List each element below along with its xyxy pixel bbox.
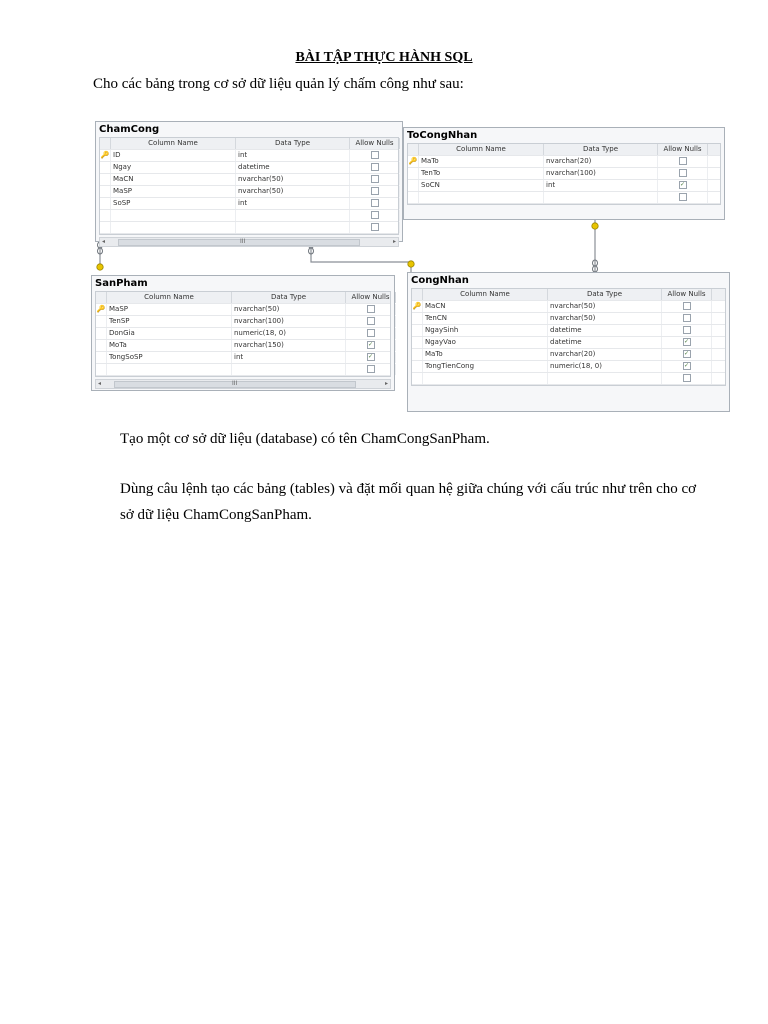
allow-nulls-checkbox[interactable]: ✓ <box>683 338 690 345</box>
empty-row[interactable] <box>100 222 398 234</box>
column-name-cell[interactable]: MaTo <box>423 349 548 360</box>
allow-nulls-checkbox[interactable]: ✓ <box>683 362 690 369</box>
scroll-thumb[interactable] <box>118 239 360 246</box>
data-type-cell[interactable]: nvarchar(150) <box>232 340 346 351</box>
column-name-cell[interactable]: MaCN <box>111 174 236 185</box>
allow-nulls-checkbox[interactable] <box>683 314 691 322</box>
row-selector <box>408 168 419 179</box>
data-type-cell[interactable]: numeric(18, 0) <box>232 328 346 339</box>
scroll-grip: III <box>232 380 238 387</box>
empty-row[interactable] <box>100 210 398 222</box>
allow-nulls-checkbox[interactable] <box>679 157 687 165</box>
table-row[interactable] <box>412 301 725 313</box>
horizontal-scrollbar[interactable] <box>95 379 391 389</box>
primary-key-icon: 🔑 <box>100 151 110 159</box>
column-name-cell[interactable]: DonGia <box>107 328 232 339</box>
table-row[interactable] <box>408 168 720 180</box>
table-row[interactable] <box>96 328 390 340</box>
primary-key-icon: 🔑 <box>408 157 418 165</box>
allow-nulls-checkbox[interactable] <box>371 187 379 195</box>
data-type-cell[interactable]: nvarchar(20) <box>544 156 658 167</box>
allow-nulls-cell <box>662 373 712 384</box>
header-allow-nulls: Allow Nulls <box>350 138 400 149</box>
key-end-icon <box>408 261 414 267</box>
table-row[interactable] <box>412 313 725 325</box>
row-selector <box>96 316 107 327</box>
data-type-cell[interactable]: datetime <box>548 325 662 336</box>
allow-nulls-cell <box>662 337 712 348</box>
data-type-cell[interactable]: int <box>544 180 658 191</box>
data-type-cell[interactable]: int <box>236 198 350 209</box>
header-allow-nulls: Allow Nulls <box>346 292 396 303</box>
primary-key-icon: 🔑 <box>412 302 422 310</box>
scroll-grip: III <box>240 238 246 245</box>
table-title: ChamCong <box>99 124 160 135</box>
primary-key-icon: 🔑 <box>96 305 106 313</box>
scroll-left-icon[interactable]: ◂ <box>98 380 102 387</box>
table-title: ToCongNhan <box>407 130 478 141</box>
allow-nulls-checkbox[interactable]: ✓ <box>679 181 686 188</box>
allow-nulls-checkbox[interactable]: ✓ <box>367 341 374 348</box>
scroll-right-icon[interactable]: ▸ <box>392 238 396 245</box>
key-end-icon <box>592 223 598 229</box>
data-type-cell[interactable]: nvarchar(100) <box>232 316 346 327</box>
data-type-cell[interactable]: nvarchar(50) <box>236 174 350 185</box>
row-selector <box>412 361 423 372</box>
data-type-cell[interactable] <box>232 364 346 375</box>
table-row[interactable] <box>408 180 720 192</box>
table-row[interactable] <box>412 337 725 349</box>
scroll-left-icon[interactable]: ◂ <box>102 238 106 245</box>
table-tocongnhan[interactable] <box>403 127 725 220</box>
column-name-cell[interactable]: MaTo <box>419 156 544 167</box>
row-selector <box>408 180 419 191</box>
allow-nulls-checkbox[interactable]: ✓ <box>683 350 690 357</box>
table-title: CongNhan <box>411 275 469 286</box>
table-sanpham[interactable] <box>91 275 395 391</box>
allow-nulls-cell <box>662 325 712 336</box>
horizontal-scrollbar[interactable] <box>99 237 399 247</box>
column-name-cell[interactable]: TongTienCong <box>423 361 548 372</box>
empty-row[interactable] <box>96 364 390 376</box>
empty-row[interactable] <box>412 373 725 385</box>
allow-nulls-checkbox[interactable] <box>371 151 379 159</box>
allow-nulls-cell <box>350 186 400 197</box>
header-allow-nulls: Allow Nulls <box>658 144 708 155</box>
table-row[interactable] <box>100 150 398 162</box>
header-allow-nulls: Allow Nulls <box>662 289 712 300</box>
row-selector <box>100 186 111 197</box>
column-name-cell[interactable]: MaSP <box>111 186 236 197</box>
table-congnhan[interactable] <box>407 272 730 412</box>
table-row[interactable] <box>412 361 725 373</box>
data-type-cell[interactable]: nvarchar(50) <box>232 304 346 315</box>
column-name-cell[interactable]: TenCN <box>423 313 548 324</box>
table-row[interactable] <box>100 162 398 174</box>
column-name-cell[interactable]: SoCN <box>419 180 544 191</box>
column-name-cell[interactable]: TenSP <box>107 316 232 327</box>
allow-nulls-cell <box>346 316 396 327</box>
data-type-cell[interactable]: int <box>236 150 350 161</box>
row-selector <box>100 198 111 209</box>
column-name-cell[interactable]: MoTa <box>107 340 232 351</box>
row-selector <box>100 162 111 173</box>
allow-nulls-cell <box>350 150 400 161</box>
column-name-cell[interactable]: TongSoSP <box>107 352 232 363</box>
table-row[interactable] <box>96 316 390 328</box>
table-row[interactable] <box>408 156 720 168</box>
data-type-cell[interactable]: datetime <box>236 162 350 173</box>
grid-header <box>408 144 720 156</box>
column-name-cell[interactable] <box>111 210 236 221</box>
row-selector <box>96 328 107 339</box>
column-name-cell[interactable] <box>107 364 232 375</box>
empty-row[interactable] <box>408 192 720 204</box>
allow-nulls-checkbox[interactable] <box>683 326 691 334</box>
table-row[interactable] <box>96 304 390 316</box>
allow-nulls-checkbox[interactable] <box>371 199 379 207</box>
data-type-cell[interactable] <box>236 222 350 233</box>
row-selector <box>412 325 423 336</box>
column-name-cell[interactable]: TenTo <box>419 168 544 179</box>
allow-nulls-checkbox[interactable] <box>367 329 375 337</box>
data-type-cell[interactable]: nvarchar(50) <box>548 301 662 312</box>
column-name-cell[interactable]: SoSP <box>111 198 236 209</box>
column-grid <box>95 291 391 377</box>
row-selector <box>412 337 423 348</box>
header-data-type: Data Type <box>544 144 658 155</box>
table-title: SanPham <box>95 278 148 289</box>
column-grid <box>407 143 721 205</box>
table-row[interactable] <box>412 349 725 361</box>
row-selector <box>412 313 423 324</box>
header-column-name: Column Name <box>111 138 236 149</box>
allow-nulls-checkbox[interactable] <box>679 169 687 177</box>
allow-nulls-cell <box>350 210 400 221</box>
data-type-cell[interactable]: numeric(18, 0) <box>548 361 662 372</box>
row-selector <box>100 174 111 185</box>
allow-nulls-cell <box>658 180 708 191</box>
row-selector <box>100 222 111 233</box>
column-name-cell[interactable]: ID <box>111 150 236 161</box>
task-create-tables: Dùng câu lệnh tạo các bảng (tables) và đặt mối quan hệ giữa chúng với cấu trúc như trên cho cơ sở dữ liệu ChamCongSanPham. <box>120 481 697 523</box>
allow-nulls-checkbox[interactable] <box>683 302 691 310</box>
table-rows <box>408 156 720 204</box>
column-name-cell[interactable]: NgayVao <box>423 337 548 348</box>
column-name-cell[interactable] <box>423 373 548 384</box>
allow-nulls-checkbox[interactable] <box>371 175 379 183</box>
table-row[interactable] <box>100 174 398 186</box>
data-type-cell[interactable]: nvarchar(50) <box>236 186 350 197</box>
allow-nulls-cell <box>346 304 396 315</box>
allow-nulls-checkbox[interactable] <box>371 163 379 171</box>
column-name-cell[interactable] <box>111 222 236 233</box>
column-name-cell[interactable]: MaCN <box>423 301 548 312</box>
allow-nulls-cell <box>662 349 712 360</box>
header-data-type: Data Type <box>232 292 346 303</box>
allow-nulls-cell <box>350 162 400 173</box>
scroll-right-icon[interactable]: ▸ <box>384 380 388 387</box>
data-type-cell[interactable] <box>544 192 658 203</box>
table-row[interactable] <box>96 340 390 352</box>
row-selector <box>412 349 423 360</box>
header-column-name: Column Name <box>419 144 544 155</box>
column-name-cell[interactable] <box>419 192 544 203</box>
grid-header <box>96 292 390 304</box>
allow-nulls-cell <box>658 168 708 179</box>
allow-nulls-cell <box>350 198 400 209</box>
allow-nulls-cell <box>346 352 396 363</box>
document-title: BÀI TẬP THỰC HÀNH SQL <box>295 50 473 65</box>
key-end-icon <box>97 264 103 270</box>
data-type-cell[interactable]: nvarchar(100) <box>544 168 658 179</box>
row-selector <box>408 192 419 203</box>
row-selector <box>100 210 111 221</box>
allow-nulls-checkbox[interactable] <box>371 223 379 231</box>
table-rows <box>96 304 390 376</box>
row-selector <box>412 373 423 384</box>
data-type-cell[interactable]: int <box>232 352 346 363</box>
row-selector <box>96 364 107 375</box>
allow-nulls-cell <box>662 301 712 312</box>
allow-nulls-cell <box>350 222 400 233</box>
allow-nulls-cell <box>662 313 712 324</box>
allow-nulls-checkbox[interactable] <box>371 211 379 219</box>
task-create-database: Tạo một cơ sở dữ liệu (database) có tên ChamCongSanPham. <box>120 431 490 447</box>
data-type-cell[interactable]: nvarchar(20) <box>548 349 662 360</box>
column-name-cell[interactable]: Ngay <box>111 162 236 173</box>
table-rows <box>100 150 398 234</box>
allow-nulls-cell <box>346 364 396 375</box>
column-name-cell[interactable]: NgaySinh <box>423 325 548 336</box>
data-type-cell[interactable]: datetime <box>548 337 662 348</box>
allow-nulls-checkbox[interactable] <box>367 365 375 373</box>
data-type-cell[interactable] <box>236 210 350 221</box>
allow-nulls-cell <box>350 174 400 185</box>
allow-nulls-checkbox[interactable] <box>367 305 375 313</box>
allow-nulls-checkbox[interactable] <box>683 374 691 382</box>
grid-header <box>412 289 725 301</box>
data-type-cell[interactable] <box>548 373 662 384</box>
allow-nulls-cell <box>662 361 712 372</box>
data-type-cell[interactable]: nvarchar(50) <box>548 313 662 324</box>
intro-text: Cho các bảng trong cơ sở dữ liệu quản lý chấm công như sau: <box>93 76 464 92</box>
allow-nulls-checkbox[interactable]: ✓ <box>367 353 374 360</box>
row-selector <box>96 352 107 363</box>
header-column-name: Column Name <box>423 289 548 300</box>
table-row[interactable] <box>100 198 398 210</box>
allow-nulls-checkbox[interactable] <box>679 193 687 201</box>
row-selector <box>96 340 107 351</box>
header-column-name: Column Name <box>107 292 232 303</box>
allow-nulls-cell <box>346 340 396 351</box>
grid-header <box>100 138 398 150</box>
table-chamcong[interactable] <box>95 121 403 245</box>
table-row[interactable] <box>412 325 725 337</box>
allow-nulls-cell <box>658 156 708 167</box>
header-data-type: Data Type <box>236 138 350 149</box>
allow-nulls-checkbox[interactable] <box>367 317 375 325</box>
table-row[interactable] <box>100 186 398 198</box>
column-name-cell[interactable]: MaSP <box>107 304 232 315</box>
allow-nulls-cell <box>346 328 396 339</box>
allow-nulls-cell <box>658 192 708 203</box>
column-grid <box>411 288 726 386</box>
column-grid <box>99 137 399 235</box>
table-row[interactable] <box>96 352 390 364</box>
table-rows <box>412 301 725 385</box>
header-data-type: Data Type <box>548 289 662 300</box>
